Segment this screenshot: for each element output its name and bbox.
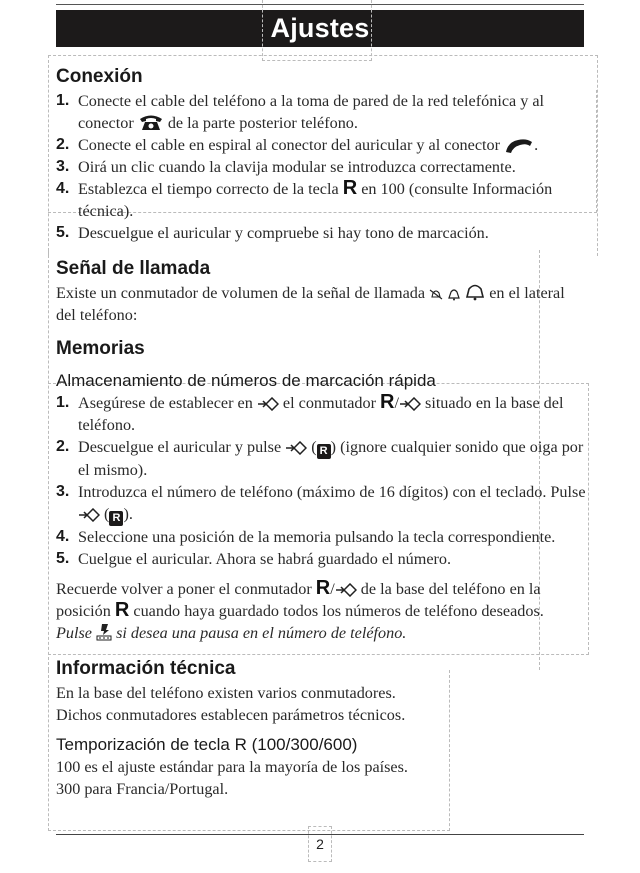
ringer-off-icon [429,287,443,301]
document-body [56,62,586,800]
r-key-button-icon: R [109,511,123,526]
ringer-low-icon [447,287,461,301]
store-icon [285,441,307,455]
title-bar [56,10,584,47]
heading-conexion: Conexión [56,66,143,87]
store-icon [399,397,421,411]
ringer-high-icon [465,283,485,301]
conexion-steps [56,90,586,244]
r-key-button-icon: R [317,444,331,459]
telephone-icon [138,113,164,131]
page-title: Ajustes [270,13,370,43]
section-conexion [56,64,586,244]
store-icon [78,508,100,522]
list-item: 4. Establezca el tiempo correcto de la tecla R en 100 (consulte Información técnica). [56,177,553,220]
list-item: 3. Introduzca el número de teléfono (máximo de 16 dígitos) con el teclado. Pulse ( R ). [56,483,586,524]
handset-icon [504,137,534,153]
list-item: 1. Asegúrese de establecer en el conmutador R/ situado en la base del teléfono. [56,391,564,434]
list-item: 5. Cuelgue el auricular. Ahora se habrá guardado el número. [56,550,452,568]
subheading-speed-dial: Almacenamiento de números de marcación rápida [56,371,436,390]
list-item: 2. Descuelgue el auricular y pulse ( R ) (ignore cualquier sonido que oiga por el mismo). [56,438,584,479]
section-memorias [56,336,586,644]
section-senal [56,256,586,326]
subheading-r-timing: Temporización de tecla R (100/300/600) [56,735,358,754]
list-item: 1. Conecte el cable del teléfono a la toma de pared de la red telefónica y al conector de la parte posterior teléfono. [56,92,545,132]
bottom-rule [56,834,584,835]
section-info [56,656,586,800]
info-line-1: En la base del teléfono existen varios conmutadores. [56,684,396,702]
r-key-symbol: R [114,599,130,621]
r-key-symbol: R [342,177,358,199]
r-key-symbol: R [380,391,395,413]
senal-text: Existe un conmutador de volumen de la señal de llamada en el lateral del teléfono: [56,284,565,324]
page-number: 2 [316,836,324,852]
heading-info: Información técnica [56,658,236,679]
heading-senal: Señal de llamada [56,258,211,279]
list-item: 3. Oirá un clic cuando la clavija modular se introduzca correctamente. [56,158,516,176]
memorias-note: Recuerde volver a poner el conmutador R/ de la base del teléfono en la posición R cuando haya guardado todos los números de teléfono deseados. [56,577,544,621]
pause-key-icon [96,623,112,641]
store-icon [335,583,357,597]
heading-memorias: Memorias [56,338,145,359]
pause-note: Pulse si desea una pausa en el número de teléfono. [56,624,407,642]
list-item: 4. Seleccione una posición de la memoria pulsando la tecla correspondiente. [56,528,556,546]
info-line-2: Dichos conmutadores establecen parámetros técnicos. [56,706,406,724]
top-rule [56,4,584,5]
store-icon [257,397,279,411]
memorias-steps [56,392,586,570]
list-item: 2. Conecte el cable en espiral al conector del auricular y al conector . [56,136,539,154]
info-line-3: 100 es el ajuste estándar para la mayoría de los países. [56,758,408,776]
list-item: 5. Descuelgue el auricular y compruebe si hay tono de marcación. [56,224,489,242]
r-key-symbol: R [315,577,331,599]
info-line-4: 300 para Francia/Portugal. [56,780,229,798]
